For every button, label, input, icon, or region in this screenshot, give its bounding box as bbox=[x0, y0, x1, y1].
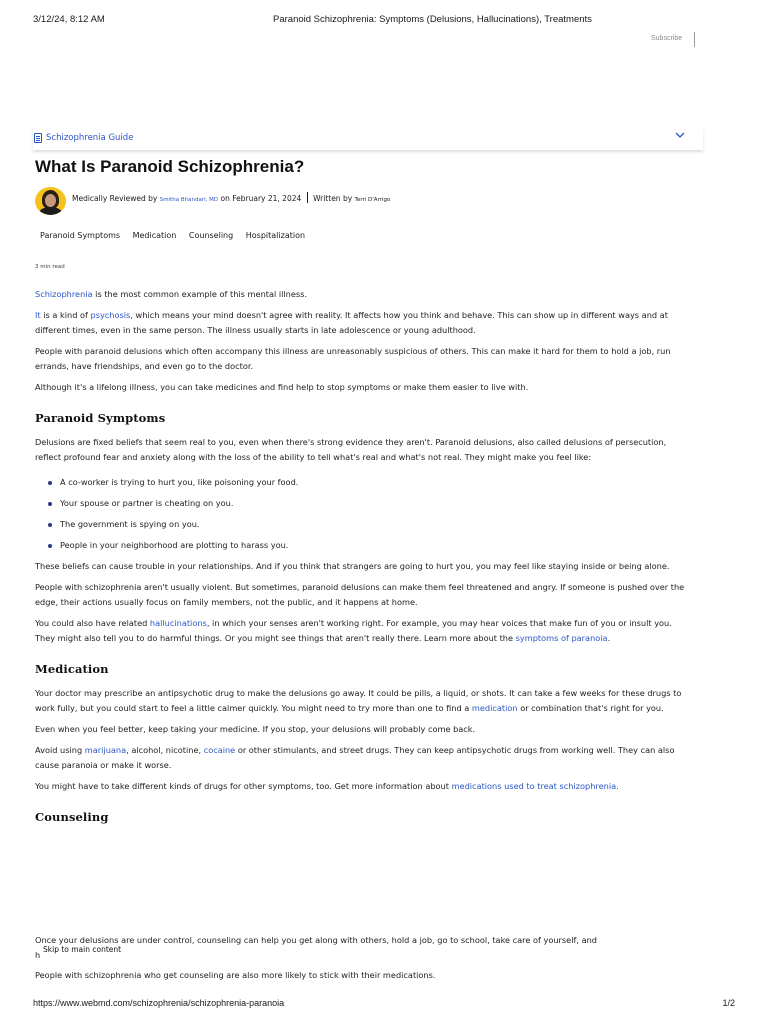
list-item: People in your neighborhood are plotting to harass you. bbox=[47, 538, 690, 553]
symptoms-of-paranoia-link[interactable]: symptoms of paranoia bbox=[515, 633, 608, 643]
reviewer-avatar[interactable] bbox=[35, 187, 66, 215]
chevron-down-icon[interactable] bbox=[675, 131, 685, 139]
intro-paragraph-2: It is a kind of psychosis, which means your mind doesn't agree with reality. It affects how you think and behave. This can show up in different ways and at different times, even in the same person. The illness usually starts in late adolescence or young adulthood. bbox=[35, 310, 668, 335]
medication-paragraph-4: You might have to take different kinds of drugs for other symptoms, too. Get more information about medications used to treat schizophrenia. bbox=[35, 781, 619, 791]
it-link[interactable]: It bbox=[35, 310, 41, 320]
medication-paragraph-1: Your doctor may prescribe an antipsychotic drug to make the delusions go away. It could be pills, a liquid, or shots. It can take a few weeks for these drugs to work fully, but you could start to feel a little calmer quickly. You might need to try more than one to find a medication or combination that's right for you. bbox=[35, 688, 682, 713]
list-item: A co-worker is trying to hurt you, like poisoning your food. bbox=[47, 475, 690, 490]
symptoms-paragraph-3: People with schizophrenia aren't usually violent. But sometimes, paranoid delusions can make them feel threatened and angry. If someone is pushed over the edge, their actions usually focus on family members, not the public, and it happens at home. bbox=[35, 582, 685, 607]
cocaine-link[interactable]: cocaine bbox=[203, 745, 236, 755]
guide-book-icon bbox=[34, 133, 42, 143]
byline-separator bbox=[307, 192, 308, 203]
subscribe-divider bbox=[694, 32, 695, 47]
print-url: https://www.webmd.com/schizophrenia/schizophrenia-paranoia bbox=[33, 998, 285, 1008]
hallucinations-link[interactable]: hallucinations bbox=[149, 618, 207, 628]
marijuana-link[interactable]: marijuana bbox=[84, 745, 127, 755]
toc-item-medication[interactable]: Medication bbox=[132, 231, 177, 240]
medication-paragraph-2: Even when you feel better, keep taking your medicine. If you stop, your delusions will probably come back. bbox=[35, 724, 476, 734]
toc-item-hospitalization[interactable]: Hospitalization bbox=[245, 231, 306, 240]
medication-paragraph-3: Avoid using marijuana, alcohol, nicotine, cocaine or other stimulants, and street drugs. They can keep antipsychotic drugs from working well. They can also cause paranoia or make it worse. bbox=[35, 745, 675, 770]
schizophrenia-link[interactable]: Schizophrenia bbox=[35, 289, 93, 299]
toc-item-counseling[interactable]: Counseling bbox=[188, 231, 234, 240]
medication-link[interactable]: medication bbox=[471, 703, 518, 713]
print-date: 3/12/24, 8:12 AM bbox=[33, 14, 105, 25]
guide-bar[interactable] bbox=[33, 128, 703, 150]
guide-label[interactable]: Schizophrenia Guide bbox=[46, 133, 134, 143]
written-prefix: Written by bbox=[313, 194, 353, 203]
reviewer-link[interactable]: Smitha Bhandari, MD bbox=[159, 197, 219, 203]
intro-paragraph-3: People with paranoid delusions which often accompany this illness are unreasonably suspicious of others. This can make it hard for them to hold a job, run errands, have friendships, and even go to the doctor. bbox=[35, 346, 671, 371]
heading-paranoid-symptoms: Paranoid Symptoms bbox=[35, 411, 166, 425]
reviewed-prefix: Medically Reviewed by bbox=[72, 194, 158, 203]
writer-name: Terri D'Arrigo bbox=[354, 197, 391, 203]
symptoms-paragraph-4: You could also have related hallucinations, in which your senses aren't working right. For example, you may hear voices that make fun of you or insult you. They might also tell you to do harmful things. Or you might see things that aren't really there. Learn more about the symptoms of paranoia. bbox=[35, 618, 672, 643]
intro-paragraph-1: Schizophrenia is the most common example of this mental illness. bbox=[35, 289, 308, 299]
print-header bbox=[33, 14, 735, 28]
list-item: Your spouse or partner is cheating on you. bbox=[47, 496, 690, 511]
symptoms-paragraph-1: Delusions are fixed beliefs that seem real to you, even when there's strong evidence they aren't. Paranoid delusions, also called delusions of persecution, reflect profound fear and anxiety along with the loss of the ability to tell what's real and what's not real. They might make you feel like: bbox=[35, 437, 667, 462]
read-time: 3 min read bbox=[35, 264, 65, 270]
counseling-paragraph-2: People with schizophrenia who get counseling are also more likely to stick with their medications. bbox=[35, 970, 436, 980]
print-footer bbox=[33, 998, 735, 1012]
heading-counseling: Counseling bbox=[35, 810, 109, 824]
list-item: The government is spying on you. bbox=[47, 517, 690, 532]
symptoms-paragraph-2: These beliefs can cause trouble in your relationships. And if you think that strangers are going to hurt you, you may feel like staying inside or being alone. bbox=[35, 561, 670, 571]
medications-schizophrenia-link[interactable]: medications used to treat schizophrenia bbox=[451, 781, 617, 791]
print-page-number: 1/2 bbox=[722, 998, 735, 1008]
review-date: on February 21, 2024 bbox=[220, 194, 302, 203]
skip-to-main-content-link[interactable]: Skip to main content bbox=[41, 945, 124, 955]
heading-medication: Medication bbox=[35, 662, 109, 676]
subscribe-link[interactable]: Subscribe bbox=[651, 35, 683, 42]
toc-item-paranoid-symptoms[interactable]: Paranoid Symptoms bbox=[40, 231, 121, 240]
table-of-contents bbox=[40, 231, 315, 240]
article-body bbox=[35, 287, 690, 834]
article-title: What Is Paranoid Schizophrenia? bbox=[35, 157, 305, 176]
psychosis-link[interactable]: psychosis bbox=[90, 310, 131, 320]
symptoms-list bbox=[47, 475, 690, 553]
byline bbox=[72, 192, 390, 203]
print-page-title: Paranoid Schizophrenia: Symptoms (Delusions, Hallucinations), Treatments bbox=[273, 14, 592, 25]
counseling-paragraph-1: Once your delusions are under control, counseling can help you get along with others, hold a job, go to school, take care of yourself, and h bbox=[35, 935, 597, 960]
intro-paragraph-4: Although it's a lifelong illness, you can take medicines and find help to stop symptoms or make them easier to live with. bbox=[35, 382, 529, 392]
